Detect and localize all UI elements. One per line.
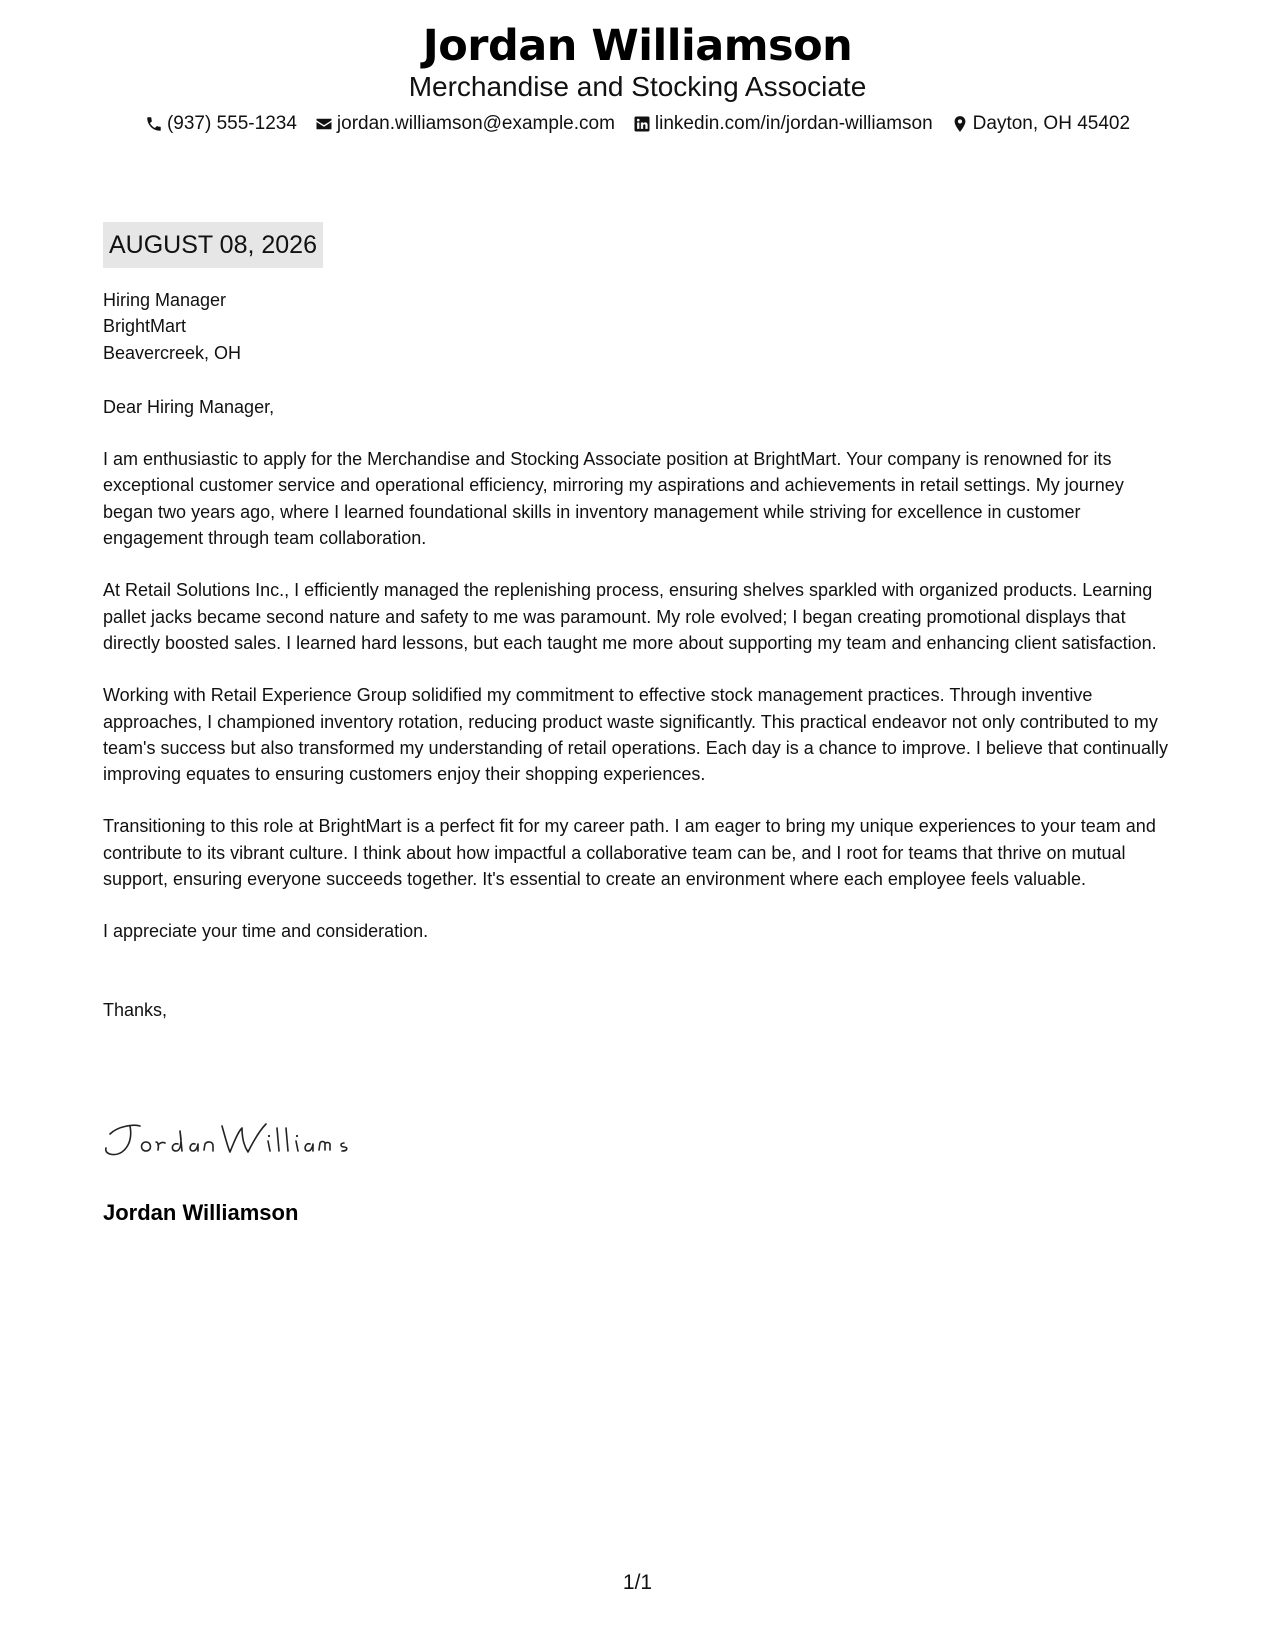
handwritten-signature bbox=[100, 1112, 370, 1160]
recipient-line: Hiring Manager bbox=[103, 290, 227, 310]
phone-icon bbox=[145, 115, 163, 133]
recipient-line: BrightMart bbox=[103, 316, 187, 337]
recipient-block bbox=[103, 287, 1178, 366]
letter-header bbox=[0, 20, 1275, 138]
contact-linkedin bbox=[633, 110, 933, 138]
page-number: 1/1 bbox=[622, 1571, 653, 1594]
contact-email bbox=[315, 110, 615, 138]
letter-body bbox=[103, 287, 1178, 1023]
map-pin-icon bbox=[951, 115, 969, 133]
recipient-line: Beavercreek, OH bbox=[103, 342, 242, 363]
greeting: Dear Hiring Manager, bbox=[103, 396, 275, 417]
contact-phone bbox=[145, 110, 297, 138]
closing-line: I appreciate your time and consideration. bbox=[103, 921, 429, 942]
letter-date: AUGUST 08, 2026 bbox=[103, 222, 323, 268]
contact-location bbox=[951, 110, 1130, 138]
body-paragraph: At Retail Solutions Inc., I efficiently managed the replenishing process, ensuring shelves sparkled with organized products. Learning pallet jacks became second nature and safety to me was paramount. My role evolved; I began creating promotional displays that directly boosted sales. I learned hard lessons, but each taught me more about supporting my team and enhancing client satisfaction. bbox=[103, 580, 1157, 653]
body-paragraph: I am enthusiastic to apply for the Merchandise and Stocking Associate position at BrightMart. Your company is renowned for its exceptional customer service and operational efficiency, mirroring my aspirations and achievements in retail settings. My journey began two years ago, where I learned foundational skills in inventory management while striving for excellence in customer engagement through team collaboration. bbox=[103, 449, 1124, 549]
body-paragraph: Transitioning to this role at BrightMart is a perfect fit for my career path. I am eager to bring my unique experiences to your team and contribute to its vibrant culture. I think about how impactful a collaborative team can be, and I root for teams that thrive on mutual support, ensuring everyone succeeds together. It's essential to create an environment where each employee feels valuable. bbox=[103, 816, 1156, 890]
signer-name: Jordan Williamson bbox=[103, 1200, 299, 1225]
applicant-name: Jordan Williamson bbox=[422, 21, 853, 71]
linkedin-icon bbox=[633, 115, 651, 133]
signoff: Thanks, bbox=[103, 999, 168, 1020]
contact-email-text: jordan.williamson@example.com bbox=[336, 113, 615, 134]
contact-linkedin-text: linkedin.com/in/jordan-williamson bbox=[654, 113, 933, 134]
applicant-title: Merchandise and Stocking Associate bbox=[408, 71, 867, 102]
contact-bar bbox=[0, 110, 1275, 138]
contact-location-text: Dayton, OH 45402 bbox=[972, 113, 1131, 134]
envelope-icon bbox=[315, 115, 333, 133]
contact-phone-text: (937) 555-1234 bbox=[166, 113, 297, 134]
body-paragraph: Working with Retail Experience Group solidified my commitment to effective stock management practices. Through inventive approaches, I championed inventory rotation, reducing product waste significantly. This practical endeavor not only contributed to my team's success but also transformed my understanding of retail operations. Each day is a chance to improve. I believe that continually improving equates to ensuring customers enjoy their shopping experiences. bbox=[103, 685, 1168, 785]
